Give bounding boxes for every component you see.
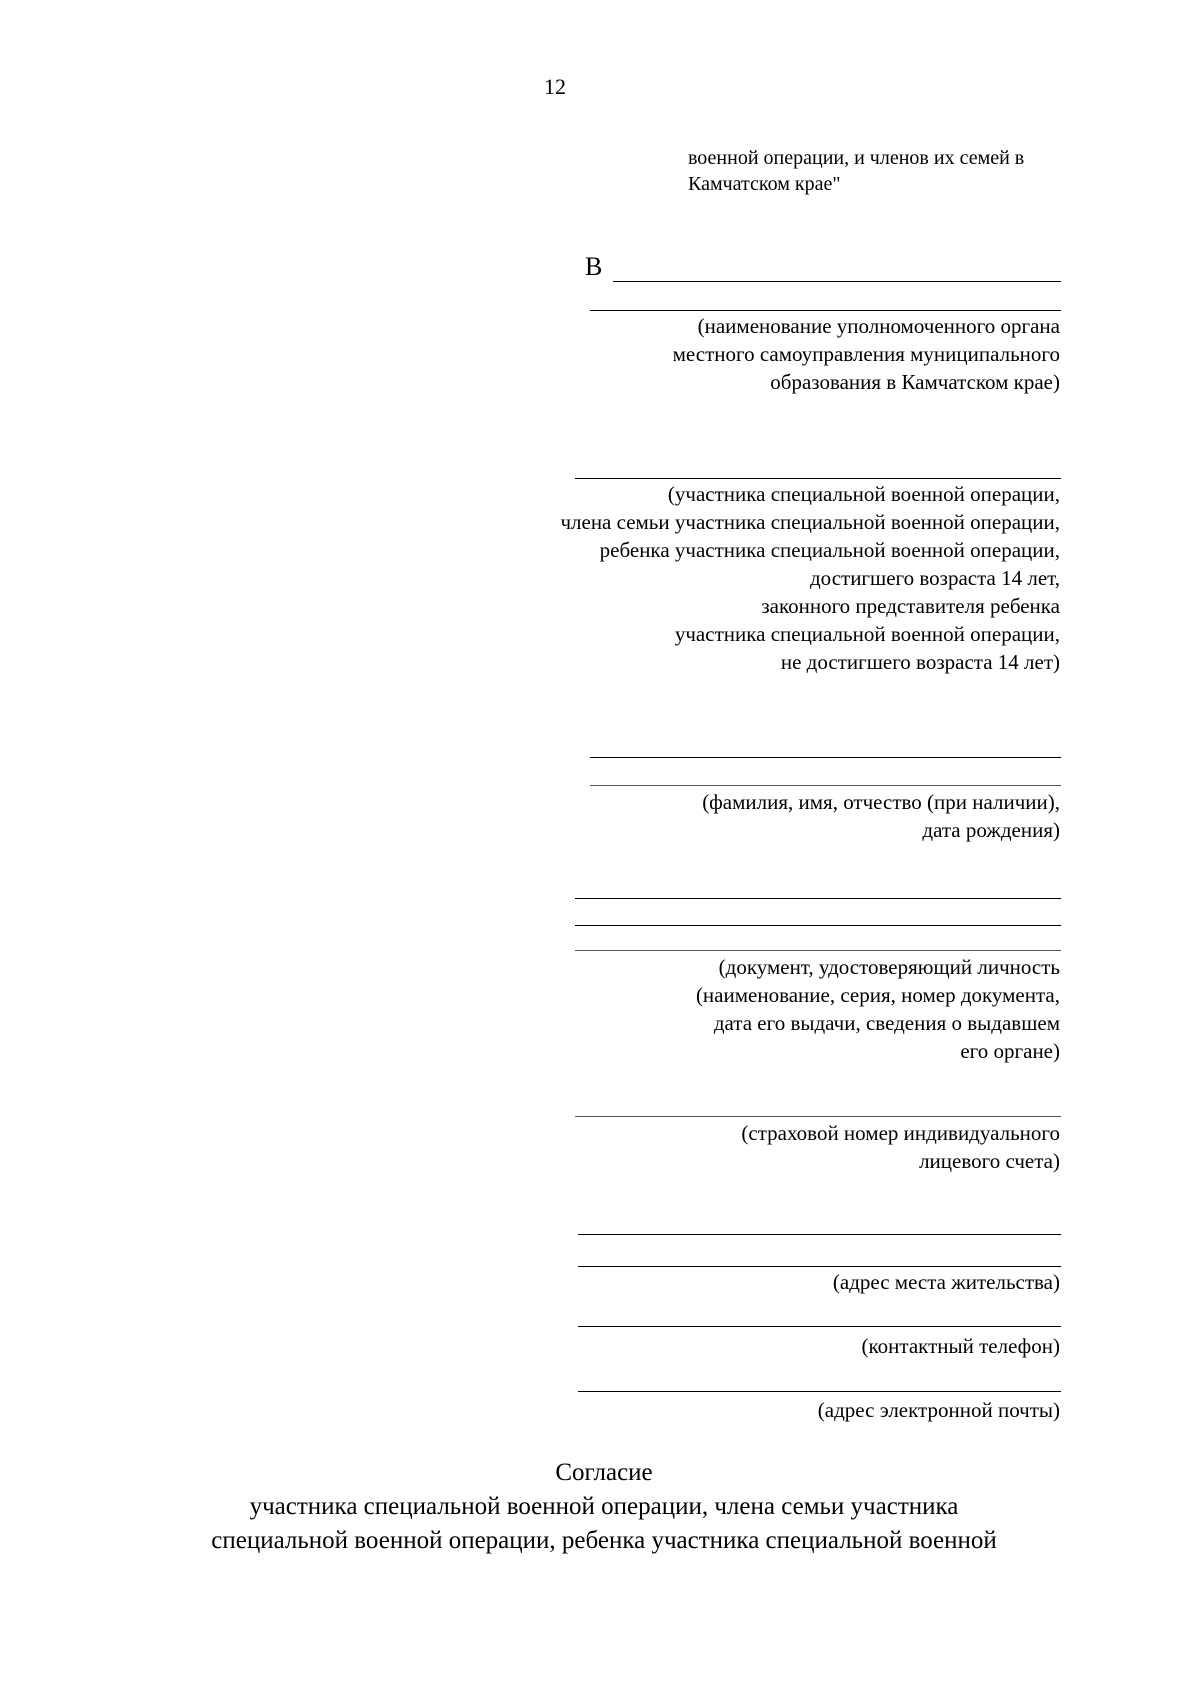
recipient-prefix: В <box>585 252 603 281</box>
full-name-caption-line: (фамилия, имя, отчество (при наличии), <box>702 790 1060 814</box>
identity-document-caption <box>500 953 1060 1065</box>
email-field-line[interactable] <box>578 1391 1061 1392</box>
authority-caption-line: местного самоуправления муниципального <box>672 342 1060 366</box>
identity-document-field-line-3[interactable] <box>575 950 1061 951</box>
applicant-status-caption-line: не достигшего возраста 14 лет) <box>780 650 1060 674</box>
address-caption: (адрес места жительства) <box>832 1270 1060 1294</box>
address-field-line-2[interactable] <box>578 1266 1061 1267</box>
consent-title: Согласие <box>555 1459 653 1486</box>
authority-caption-line: образования в Камчатском крае) <box>770 370 1060 394</box>
identity-document-field-line-1[interactable] <box>575 898 1061 899</box>
header-continuation-line-2: Камчатском крае" <box>688 173 841 195</box>
applicant-status-caption-line: (участника специальной военной операции, <box>667 482 1060 506</box>
snils-caption-line: (страховой номер индивидуального <box>741 1121 1060 1145</box>
recipient-field-line-2[interactable] <box>590 310 1061 311</box>
applicant-status-caption-line: участника специальной военной операции, <box>674 622 1060 646</box>
page-number: 12 <box>544 74 566 99</box>
recipient-field-line-1[interactable] <box>613 281 1061 282</box>
full-name-caption <box>500 788 1060 844</box>
applicant-status-caption-line: ребенка участника специальной военной операции, <box>599 538 1060 562</box>
applicant-status-caption-line: законного представителя ребенка <box>761 594 1060 618</box>
identity-document-caption-line: (документ, удостоверяющий личность <box>718 955 1060 979</box>
email-caption: (адрес электронной почты) <box>817 1398 1060 1422</box>
full-name-field-line-1[interactable] <box>590 757 1061 758</box>
identity-document-caption-line: его органе) <box>960 1039 1060 1063</box>
header-continuation-line-1: военной операции, и членов их семей в <box>688 147 1025 169</box>
authority-caption-line: (наименование уполномоченного органа <box>697 314 1060 338</box>
snils-caption <box>500 1119 1060 1175</box>
applicant-status-caption-line: достигшего возраста 14 лет, <box>809 566 1060 590</box>
address-field-line-1[interactable] <box>578 1234 1061 1235</box>
identity-document-caption-line: (наименование, серия, номер документа, <box>695 983 1060 1007</box>
applicant-status-field-line[interactable] <box>575 478 1061 479</box>
applicant-status-caption <box>360 480 1060 676</box>
authority-caption <box>500 312 1060 396</box>
consent-subtitle-line-1: участника специальной военной операции, члена семьи участника <box>249 1493 959 1520</box>
applicant-status-caption-line: члена семьи участника специальной военной операции, <box>560 510 1060 534</box>
consent-subtitle-line-2: специальной военной операции, ребенка участника специальной военной <box>211 1527 997 1554</box>
snils-field-line[interactable] <box>575 1116 1061 1117</box>
full-name-caption-line: дата рождения) <box>922 818 1060 842</box>
phone-field-line[interactable] <box>578 1326 1061 1327</box>
phone-caption: (контактный телефон) <box>861 1334 1060 1358</box>
identity-document-caption-line: дата его выдачи, сведения о выдавшем <box>713 1011 1060 1035</box>
full-name-field-line-2[interactable] <box>590 785 1061 786</box>
identity-document-field-line-2[interactable] <box>575 925 1061 926</box>
snils-caption-line: лицевого счета) <box>919 1149 1060 1173</box>
